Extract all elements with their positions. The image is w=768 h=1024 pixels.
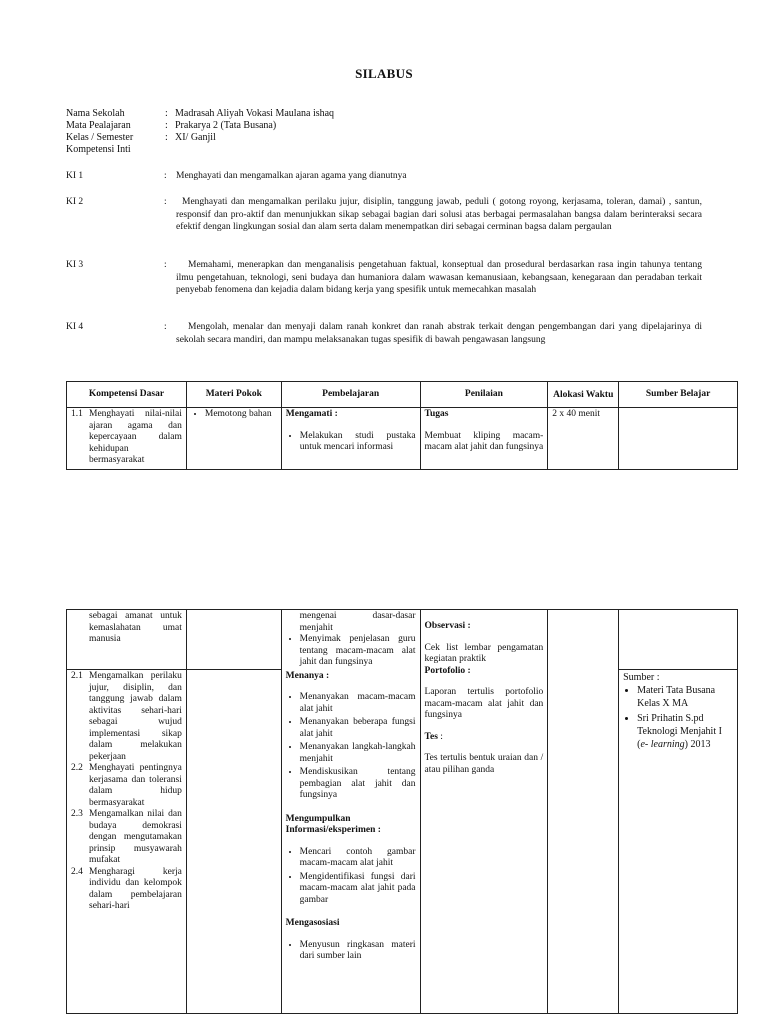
alokasi-cell [548,610,619,1014]
ki-text: Memahami, menerapkan dan menganalisis pengetahuan faktual, konseptual dan prosedural berdasarkan rasa ingin tahunya tentang ilmu pengetahuan, teknologi, seni budaya dan humaniora dalam wawasan kemanusiaan, kebangsaan, kenegaraan dan peradaban terkait penyebab fenomena dan kejadia dalam bidang kerja yang spesifik untuk memecahkan masalah [176,260,702,295]
sumber-cell [619,670,738,1014]
header-alokasi-waktu: Alokasi Waktu [548,382,619,408]
colon: : [164,322,167,332]
portofolio-heading: Portofolio : [424,665,471,676]
portofolio-text: Laporan tertulis portofolio macam-macam alat jahit dan fungsinya [424,687,544,720]
info-label: Kompetensi Inti [66,144,131,155]
colon: : [165,132,168,143]
ki-text: Menghayati dan mengamalkan perilaku jujur, disiplin, tanggung jawab, peduli ( gotong royong, kerjasama, toleran, damai) , santun, responsif dan pro-aktif dan menunjukkan sikap sebagai bagian dari solusi atas berbagai permasalahan bangsa dalam berinteraksi secara efektif dengan lingkungan sosial dan alam serta dalam menempatkan diri sebagai cerminan bagsa dalam pergaulan [176,197,702,232]
tugas-heading: Tugas [424,409,449,419]
pembelajaran-cell [281,610,420,1014]
tes-text: Tes tertulis bentuk uraian dan / atau pilihan ganda [424,753,544,775]
sumber-cell [619,610,738,670]
list-item: • Memotong bahan [205,409,277,421]
observasi-heading: Observasi : [424,621,471,631]
materi-cell [186,670,281,1014]
header-sumber-belajar: Sumber Belajar [619,382,738,408]
materi-cell [186,408,281,470]
mengumpulkan-heading: Mengumpulkan Informasi/eksperimen : [285,813,381,835]
menanya-heading: Menanya : [285,670,330,681]
table-header-row [67,382,738,408]
table-row [67,610,738,670]
kd-cell [67,610,187,670]
list-item: • Menanyakan langkah-langkah menjahit [300,742,416,765]
kd-text: Mengamalkan perilaku jujur, disiplin, dan tanggung jawab dalam aktivitas sehari-hari sebagai wujud implementasi sikap dalam melakukan pekerjaan [89,671,182,762]
header-pembelajaran: Pembelajaran [281,382,420,408]
list-item: • Mencari contoh gambar macam-macam alat jahit [300,847,416,870]
colon: : [165,108,168,119]
mengasosiasi-heading: Mengasosiasi [285,918,340,928]
penilaian-cell [420,610,548,1014]
syllabus-table-continued [66,609,738,1014]
mengamati-heading: Mengamati : [285,409,338,419]
tes-heading: Tes [424,731,438,742]
list-item: • Menyimak penjelasan guru tentang macam-macam alat jahit dan fungsinya [300,634,416,669]
tugas-text: Membuat kliping macam-macam alat jahit dan fungsinya [424,430,544,452]
info-value: Prakarya 2 (Tata Busana) [175,120,277,131]
sumber-text: ) 2013 [684,739,711,750]
list-item: • Menanyakan macam-macam alat jahit [300,692,416,715]
sumber-heading: Sumber : [623,672,660,683]
list-item: • Menanyakan beberapa fungsi alat jahit [300,717,416,740]
info-label: Nama Sekolah [66,108,125,119]
observasi-text: Cek list lembar pengamatan kegiatan praktik [424,642,544,664]
ki-1 [66,170,702,183]
info-label: Kelas / Semester [66,132,134,143]
ki-text: Menghayati dan mengamalkan ajaran agama yang dianutnya [176,171,407,181]
pembelajaran-cell [281,408,420,470]
sumber-text: Sri Prihatin S.pd Teknologi Menjahit I ( [637,713,722,750]
colon: : [164,260,167,270]
info-row [66,120,334,132]
materi-cell [186,610,281,670]
info-row [66,144,334,156]
ki-text: Mengolah, menalar dan menyaji dalam ranah konkret dan ranah abstrak terkait dengan pengembangan dari yang dipelajarinya di sekolah secara mandiri, dan mampu melaksanakan tugas spesifik di bawah pengawasan langsung [176,322,702,345]
ki-2 [66,196,702,234]
kd-cell [67,670,187,1014]
header-kompetensi-dasar: Kompetensi Dasar [67,382,187,408]
syllabus-table [66,381,738,470]
alokasi-cell: 2 x 40 menit [548,408,619,470]
school-info [66,108,334,156]
pembelajaran-text: mengenai dasar-dasar menjahit [299,611,416,633]
list-item [637,712,733,751]
colon: : [164,197,167,207]
list-item: • Materi Tata Busana Kelas X MA [637,684,733,710]
ki-3 [66,259,702,297]
kd-number: 2.4 [71,866,83,877]
info-label: Mata Pealajaran [66,120,131,131]
tes-colon: : [437,731,443,742]
kd-text: Menghayati pentingnya kerjasama dan toleransi dalam hidup bermasyarakat [89,763,182,808]
table-row [67,408,738,470]
colon: : [165,120,168,131]
info-value: Madrasah Aliyah Vokasi Maulana ishaq [175,108,335,119]
ki-label: KI 2 [66,197,84,207]
header-materi-pokok: Materi Pokok [186,382,281,408]
header-penilaian: Penilaian [420,382,548,408]
page-title: SILABUS [355,66,413,81]
info-row [66,108,334,120]
list-item: • Mengidentifikasi fungsi dari macam-macam alat jahit pada gambar [300,872,416,907]
kd-text: Mengamalkan nilai dan budaya demokrasi dengan mengutamakan prinsip musyawarah mufakat [89,809,182,865]
sumber-cell [619,408,738,470]
kd-number: 2.2 [71,763,83,773]
info-row [66,132,334,144]
kd-text: sebagai amanat untuk kemaslahatan umat manusia [89,611,182,644]
list-item: • Mendiskusikan tentang pembagian alat jahit dan fungsinya [300,767,416,802]
kd-number: 1.1 [71,409,83,419]
sumber-text-italic: e- learning [640,739,685,750]
ki-label: KI 1 [66,171,84,181]
ki-label: KI 4 [66,322,84,332]
kd-cell [67,408,187,470]
kd-text: Mengharagi kerja individu dan kelompok dalam pembelajaran sehari-hari [89,866,182,911]
list-item: • Melakukan studi pustaka untuk mencari informasi [300,431,416,454]
info-value: XI/ Ganjil [175,132,216,143]
kd-number: 2.3 [71,809,83,819]
kd-number: 2.1 [71,671,83,681]
colon: : [164,171,167,181]
penilaian-cell [420,408,548,470]
list-item: • Menyusun ringkasan materi dari sumber lain [300,940,416,963]
ki-4 [66,321,702,346]
kd-text: Menghayati nilai-nilai ajaran agama dan kepercayaan dalam kehidupan bermasyarakat [89,409,182,465]
ki-label: KI 3 [66,260,84,270]
